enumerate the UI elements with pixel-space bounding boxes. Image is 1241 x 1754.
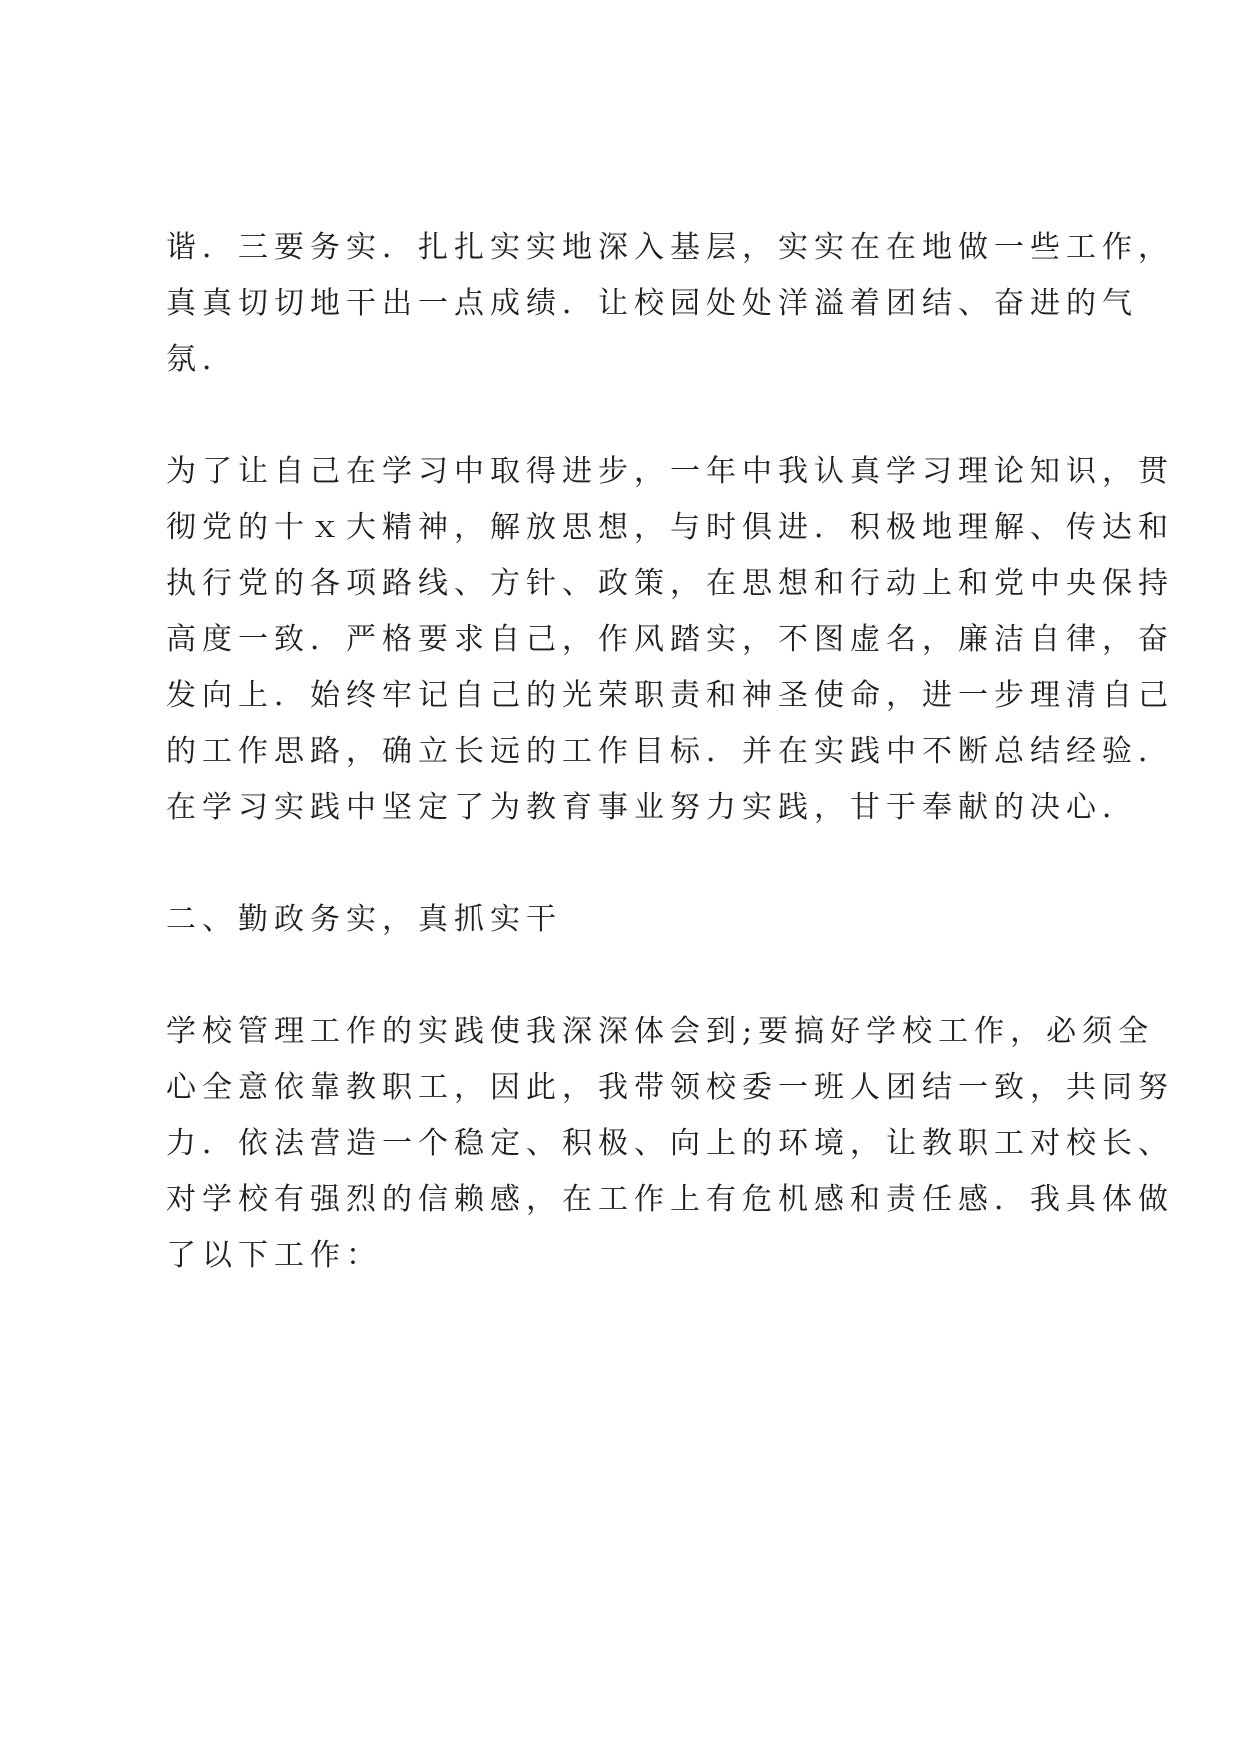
paragraph-1 <box>166 220 1174 388</box>
paragraph-2 <box>166 444 1174 836</box>
text-line: 高度一致．严格要求自己，作风踏实，不图虚名，廉洁自律，奋 <box>166 622 1174 657</box>
paragraph-spacer <box>166 388 1091 444</box>
text-line: 的工作思路，确立长远的工作目标．并在实践中不断总结经验． <box>166 734 1174 769</box>
text-line: 发向上．始终牢记自己的光荣职责和神圣使命，进一步理清自己 <box>166 678 1174 713</box>
section-heading <box>166 892 1091 948</box>
paragraph-spacer <box>166 836 1091 892</box>
text-line: 为了让自己在学习中取得进步，一年中我认真学习理论知识，贯 <box>166 454 1174 489</box>
paragraph-3 <box>166 1004 1174 1284</box>
text-line: 氛． <box>166 342 238 377</box>
document-body <box>166 220 1174 1284</box>
text-line: 在学习实践中坚定了为教育事业努力实践，甘于奉献的决心． <box>166 790 1138 825</box>
text-line: 学校管理工作的实践使我深深体会到;要搞好学校工作，必须全 <box>166 1014 1155 1049</box>
text-line: 谐．三要务实．扎扎实实地深入基层，实实在在地做一些工作， <box>166 230 1174 265</box>
text-line: 对学校有强烈的信赖感，在工作上有危机感和责任感．我具体做 <box>166 1182 1174 1217</box>
text-line: 执行党的各项路线、方针、政策，在思想和行动上和党中央保持 <box>166 566 1174 601</box>
heading-line: 二、勤政务实，真抓实干 <box>166 902 562 937</box>
text-line: 了以下工作： <box>166 1238 382 1273</box>
text-line: 心全意依靠教职工，因此，我带领校委一班人团结一致，共同努 <box>166 1070 1174 1105</box>
text-line: 彻党的十ｘ大精神，解放思想，与时俱进．积极地理解、传达和 <box>166 510 1174 545</box>
paragraph-spacer <box>166 948 1091 1004</box>
text-line: 真真切切地干出一点成绩．让校园处处洋溢着团结、奋进的气 <box>166 286 1138 321</box>
text-line: 力．依法营造一个稳定、积极、向上的环境，让教职工对校长、 <box>166 1126 1174 1161</box>
